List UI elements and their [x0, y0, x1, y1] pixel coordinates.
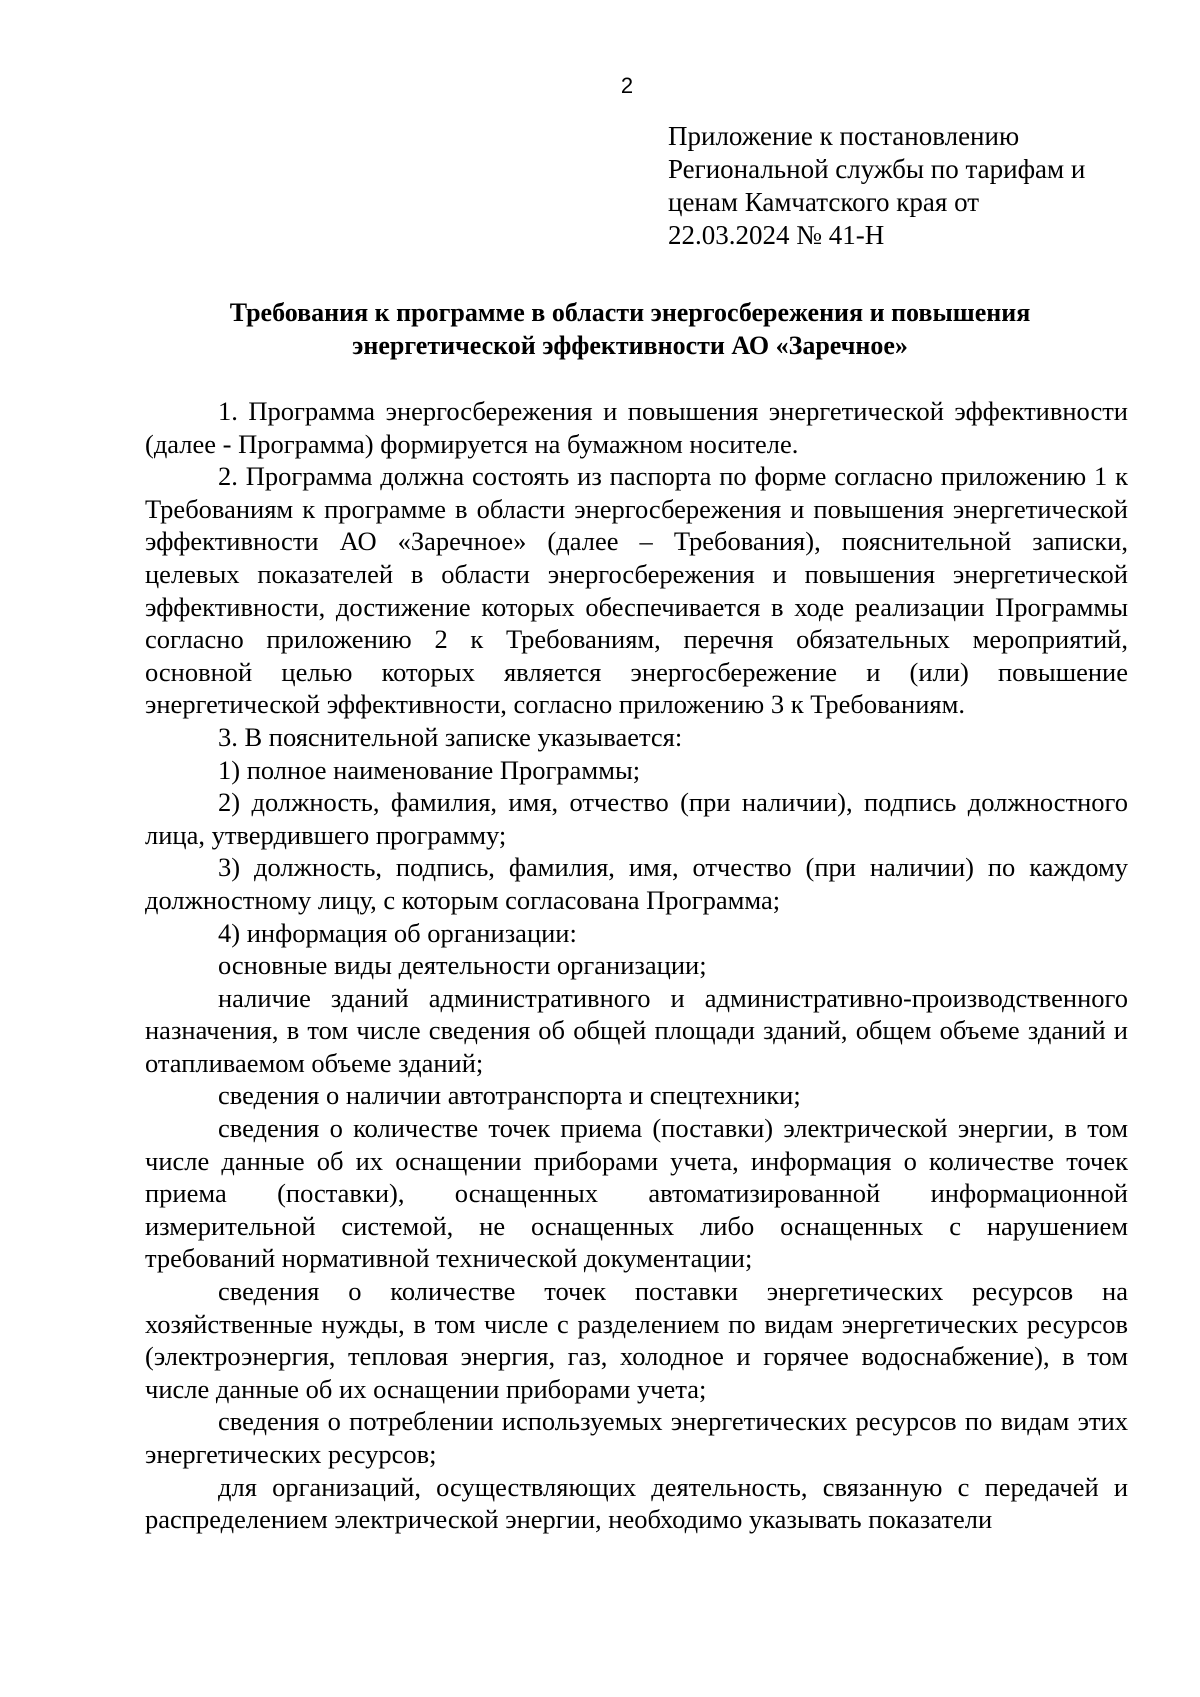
appendix-line: Региональной службы по тарифам и — [668, 154, 1086, 184]
appendix-line: 22.03.2024 № 41-Н — [668, 220, 885, 250]
appendix-line: Приложение к постановлению — [668, 121, 1020, 151]
paragraph: сведения о количестве точек поставки энергетических ресурсов на хозяйственные нужды, в том числе с разделением по видам энергетических ресурсов (электроэнергия, тепловая энергия, газ, холодное и горячее водоснабжение), в том числе данные об их оснащении приборами учета; — [145, 1276, 1128, 1404]
document-title — [145, 296, 1115, 362]
page-number: 2 — [620, 73, 634, 98]
paragraph: основные виды деятельности организации; — [218, 950, 707, 981]
paragraph: 2. Программа должна состоять из паспорта по форме согласно приложению 1 к Требованиям к программе в области энергосбережения и повышения энергетической эффективности АО «Заречное» (далее – Требования), пояснительной записки, целевых показателей в области энергосбережения и повышения энергетической эффективности, достижение которых обеспечивается в ходе реализации Программы согласно приложению 2 к Требованиям, перечня обязательных мероприятий, основной целью которых является энергосбережение и (или) повышение энергетической эффективности, согласно приложению 3 к Требованиям. — [145, 461, 1128, 720]
title-line: энергетической эффективности АО «Заречное» — [352, 331, 908, 360]
paragraph: 2) должность, фамилия, имя, отчество (при наличии), подпись должностного лица, утвердившего программу; — [145, 787, 1128, 850]
paragraph: 3) должность, подпись, фамилия, имя, отчество (при наличии) по каждому должностному лицу, с которым согласована Программа; — [145, 852, 1128, 915]
paragraph: 3. В пояснительной записке указывается: — [218, 721, 683, 752]
paragraph: сведения о количестве точек приема (поставки) электрической энергии, в том числе данные об их оснащении приборами учета, информация о количестве точек приема (поставки), оснащенных автоматизированной информационной измерительной системой, не оснащенных либо оснащенных с нарушением требований нормативной технической документации; — [145, 1113, 1128, 1274]
paragraph: сведения о наличии автотранспорта и спецтехники; — [218, 1080, 801, 1111]
appendix-line: ценам Камчатского края от — [668, 187, 980, 217]
paragraph: наличие зданий административного и административно-производственного назначения, в том числе сведения об общей площади зданий, общем объеме зданий и отапливаемом объеме зданий; — [145, 982, 1128, 1078]
title-line: Требования к программе в области энергосбережения и повышения — [229, 298, 1031, 327]
paragraph: для организаций, осуществляющих деятельность, связанную с передачей и распределением электрической энергии, необходимо указывать показатели — [145, 1471, 1128, 1535]
document-body — [145, 395, 1128, 1536]
paragraph: 1. Программа энергосбережения и повышения энергетической эффективности (далее - Программа) формируется на бумажном носителе. — [145, 396, 1128, 459]
paragraph: 1) полное наименование Программы; — [218, 754, 641, 785]
paragraph: 4) информация об организации: — [218, 917, 577, 948]
paragraph: сведения о потреблении используемых энергетических ресурсов по видам этих энергетических ресурсов; — [145, 1406, 1128, 1469]
appendix-header — [668, 120, 1138, 252]
